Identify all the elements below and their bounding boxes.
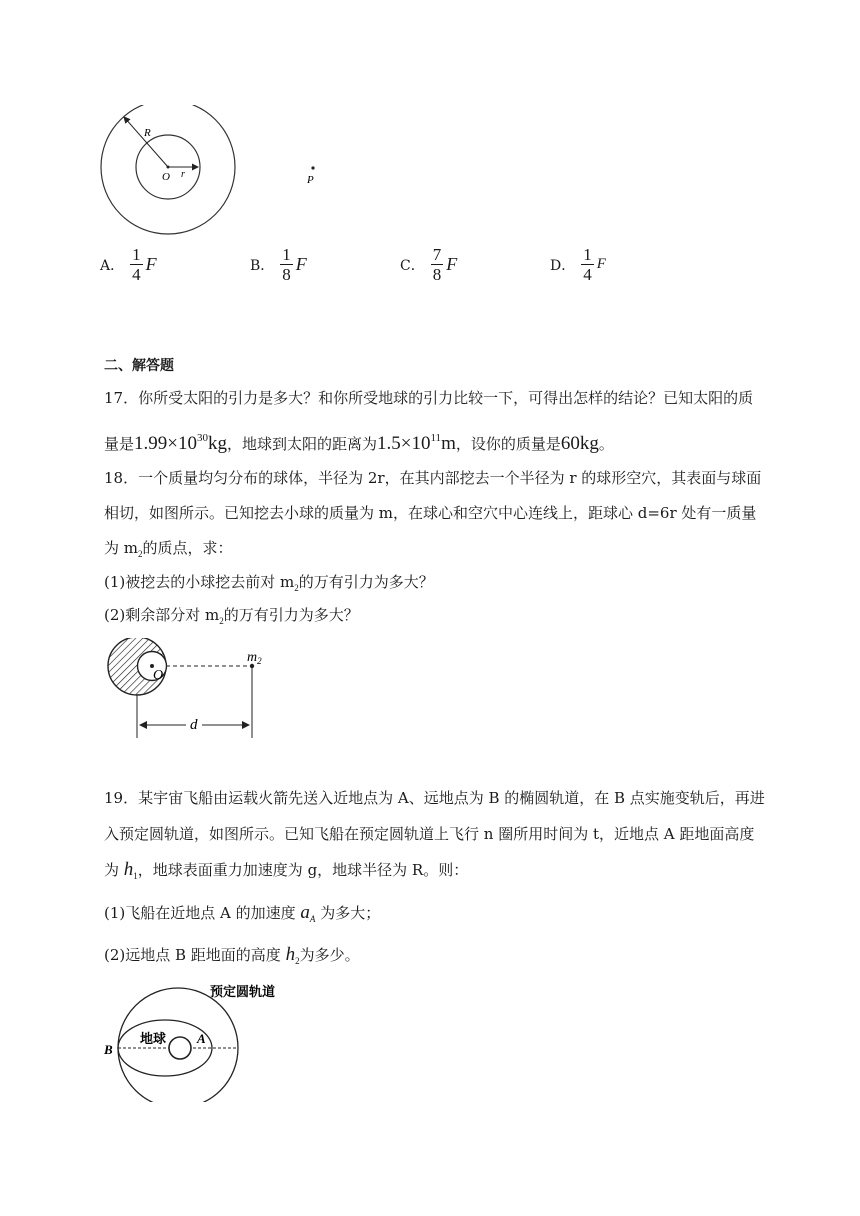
q18-part1: (1)被挖去的小球挖去前对 $m_2$的万有引力为多大？: [104, 573, 434, 593]
label-A: A: [197, 1031, 206, 1046]
outer-sphere: [101, 105, 235, 234]
q19-part1: (1)飞船在近地点 A 的加速度 $a_A$ 为多大；: [104, 902, 381, 924]
sphere-cavity-figure: [90, 105, 350, 240]
distance-value: $1.5\times 10^{11}m$: [377, 432, 456, 454]
section-title: 二、解答题: [104, 358, 174, 374]
q19-line2: 入预定圆轨道，如图所示。已知飞船在预定圆轨道上飞行 n 圈所用时间为 t，近地点 A 距地面高度: [104, 825, 755, 843]
q18-line2: 相切，如图所示。已知挖去小球的质量为 m，在球心和空穴中心连线上，距球心 d=6r 处有一质量: [104, 504, 757, 522]
your-mass-value: 60kg: [560, 433, 599, 454]
hollow-sphere-figure: [100, 638, 280, 740]
orbit-figure: [100, 980, 300, 1102]
label-O: O: [162, 171, 170, 183]
q19-line3: 为 $h_1$，地球表面重力加速度为 g，地球半径为 R。则：: [104, 859, 469, 881]
label-P: P: [307, 174, 314, 186]
option-d: D． $\frac{1}{4}$ F: [550, 245, 606, 284]
label-m2: $m_2$: [247, 650, 262, 666]
label-R: R: [144, 127, 151, 139]
q19-part2: (2)远地点 B 距地面的高度 $h_2$为多少。: [104, 944, 360, 966]
orbit-label: 预定圆轨道: [210, 985, 276, 1000]
option-b: B． $\frac{1}{8}$ F: [250, 245, 307, 284]
q19-line1: 19．某宇宙飞船由运载火箭先送入近地点为 A、远地点为 B 的椭圆轨道，在 B 点实施变轨后，再进: [104, 789, 765, 807]
q17-line1: 17．你所受太阳的引力是多大？和你所受地球的引力比较一下，可得出怎样的结论？已知太阳的质: [104, 389, 754, 407]
option-a: A． $\frac{1}{4}$ F: [100, 245, 157, 284]
radius-R-arrow: [124, 117, 168, 167]
point-P: [311, 166, 314, 169]
earth-label: 地球: [140, 1032, 167, 1047]
label-O: O: [153, 668, 164, 683]
label-r: r: [181, 169, 185, 180]
q18-part2: (2)剩余部分对 $m_2$的万有引力为多大？: [104, 606, 359, 626]
q18-line1: 18．一个质量均匀分布的球体，半径为 2r，在其内部挖去一个半径为 r 的球形空穴，其表面与球面: [104, 469, 762, 487]
label-B: B: [104, 1042, 113, 1057]
option-c: C． $\frac{7}{8}$ F: [400, 245, 458, 284]
q18-line3: 为 $m_2$的质点，求：: [104, 539, 233, 559]
earth: [169, 1037, 191, 1059]
q17-line2: 量是$1.99\times 10^{30}kg$，地球到太阳的距离为$1.5\times 10^{11}m$，设你的质量是60kg。: [104, 432, 614, 454]
sun-mass-value: $1.99\times 10^{30}kg$: [134, 432, 227, 454]
label-d: d: [190, 717, 198, 733]
